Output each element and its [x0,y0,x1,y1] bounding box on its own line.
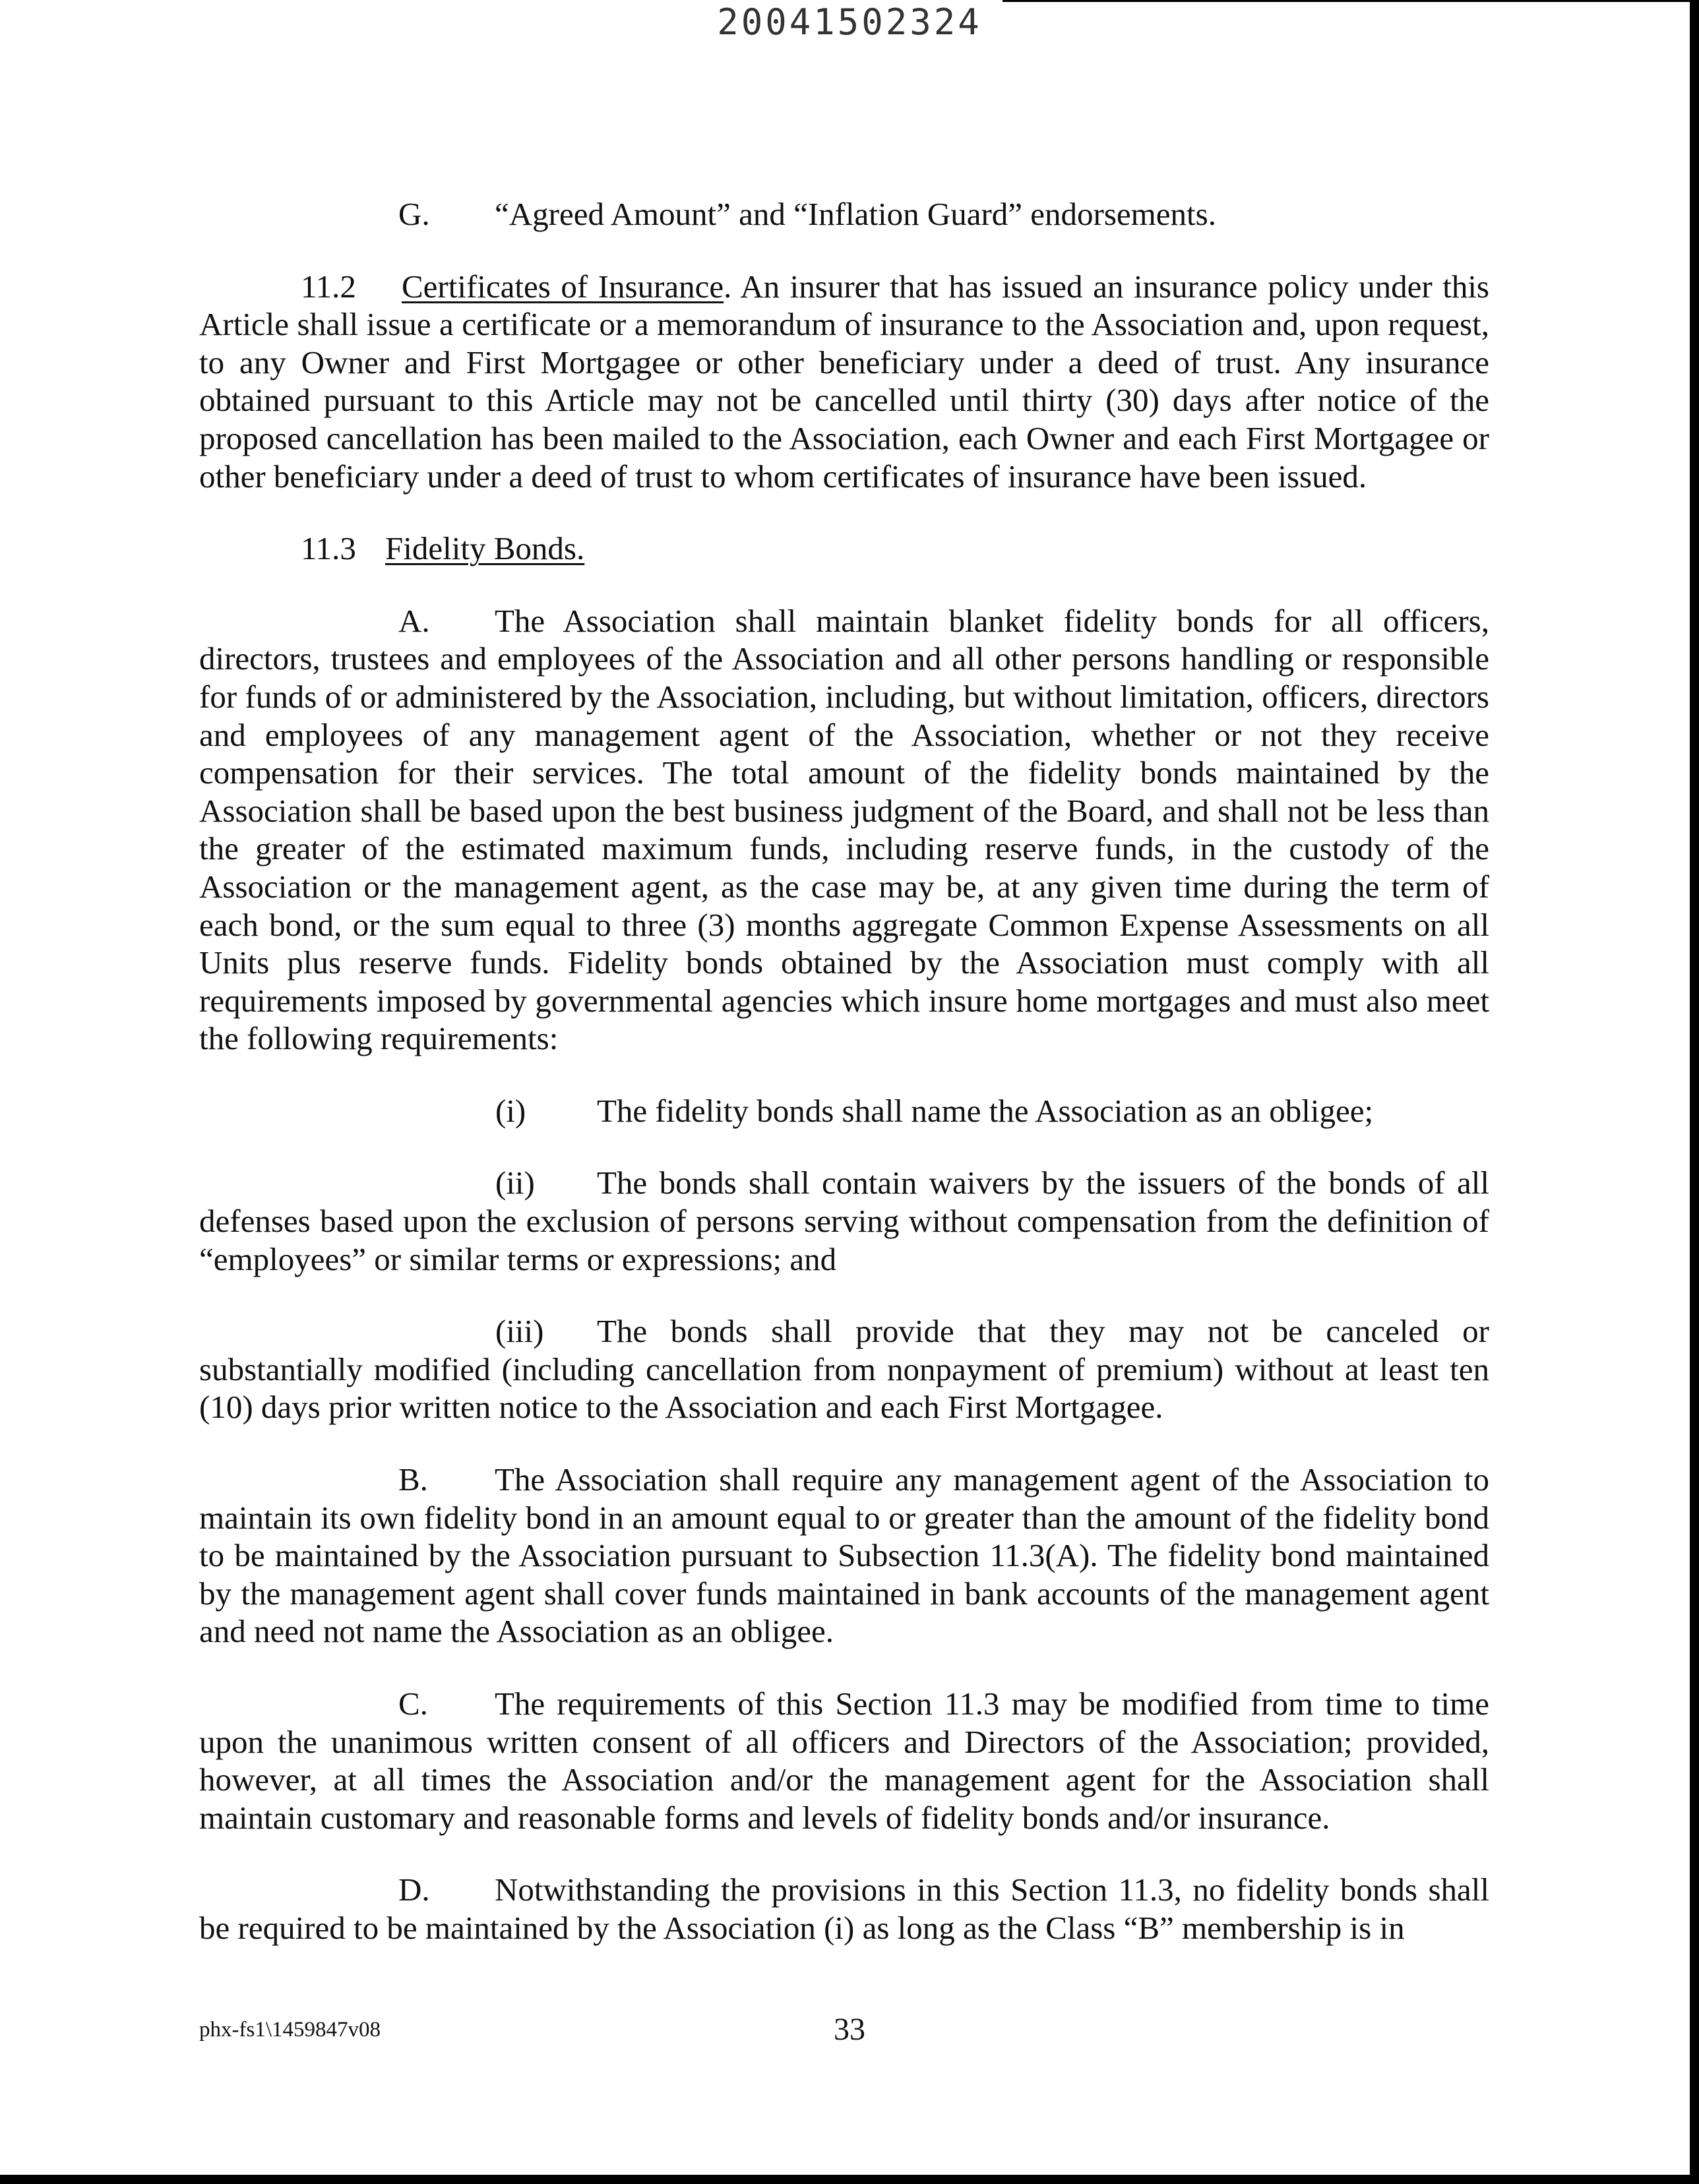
section-11-2 [199,268,1489,496]
paragraph-label: A. [398,602,430,639]
subparagraph-label: (i) [495,1092,526,1129]
paragraph-text: The Association shall require any management agent of the Association to maintain its own fidelity bond in an amount equal to or greater than the amount of the fidelity bond to be maintained by the Association pursuant to Subsection 11.3(A). The fidelity bond maintained by the management agent shall cover funds maintained in bank accounts of the management agent and need not name the Association as an obligee. [199,1461,1489,1650]
scan-artifact-right-edge [1690,0,1699,2184]
paragraph-text: The Association shall maintain blanket fidelity bonds for all officers, directors, trustees and employees of the Association and all other persons handling or responsible for funds of or administered by the Association, including, but without limitation, officers, directors and employees of any management agent of the Association, whether or not they receive compensation for their services. The total amount of the fidelity bonds maintained by the Association shall be based upon the best business judgment of the Board, and shall not be less than the greater of the estimated maximum funds, including reserve funds, in the custody of the Association or the management agent, as the case may be, at any given time during the term of each bond, or the sum equal to three (3) months aggregate Common Expense Assessments on all Units plus reserve funds. Fidelity bonds obtained by the Association must comply with all requirements imposed by governmental agencies which insure home mortgages and must also meet the following requirements: [199,602,1489,1057]
document-number: 20041502324 [717,1,982,43]
paragraph-text: “Agreed Amount” and “Inflation Guard” endorsements. [495,196,1216,232]
section-heading: Certificates of Insurance [402,268,724,305]
paragraph-b [199,1461,1489,1651]
paragraph-g [199,195,1489,233]
footer-file-id: phx-fs1\1459847v08 [199,2018,381,2042]
paragraph-d [199,1871,1489,1947]
scan-artifact-bottom-edge [0,2175,1699,2184]
paragraph-label: D. [398,1871,430,1908]
subparagraph-text: The bonds shall contain waivers by the issuers of the bonds of all defenses based upon the exclusion of persons serving without compensation from the definition of “employees” or similar terms or expressions; and [199,1165,1489,1277]
subparagraph-text: The bonds shall provide that they may not be canceled or substantially modified (including cancellation from nonpayment of premium) without at least ten (10) days prior written notice to the Association and each First Mortgagee. [199,1313,1489,1426]
paragraph-text: The requirements of this Section 11.3 may be modified from time to time upon the unanimous written consent of all officers and Directors of the Association; provided, however, at all times the Association and/or the management agent for the Association shall maintain customary and reasonable forms and levels of fidelity bonds and/or insurance. [199,1685,1489,1836]
subparagraph-label: (iii) [495,1313,544,1350]
paragraph-label: C. [398,1685,428,1722]
paragraph-a [199,602,1489,1058]
subparagraph-iii [199,1312,1489,1426]
subparagraph-i [199,1092,1489,1130]
section-text: . An insurer that has issued an insurance policy under this Article shall issue a certificate or a memorandum of insurance to the Association and, upon request, to any Owner and First Mortgagee or other beneficiary under a deed of trust. Any insurance obtained pursuant to this Article may not be cancelled until thirty (30) days after notice of the proposed cancellation has been mailed to the Association, each Owner and each First Mortgagee or other beneficiary under a deed of trust to whom certificates of insurance have been issued. [199,268,1490,495]
paragraph-label: B. [398,1461,428,1498]
paragraph-c [199,1685,1489,1836]
subparagraph-ii [199,1164,1489,1278]
paragraph-text: Notwithstanding the provisions in this Section 11.3, no fidelity bonds shall be required to be maintained by the Association (i) as long as the Class “B” membership is in [199,1871,1489,1946]
page-number: 33 [834,2012,865,2047]
section-number: 11.3 [301,530,356,567]
document-body [199,195,1489,1947]
subparagraph-text: The fidelity bonds shall name the Association as an obligee; [597,1092,1374,1129]
section-heading: Fidelity Bonds. [385,530,585,567]
section-11-3 [199,530,1489,568]
subparagraph-label: (ii) [495,1165,535,1201]
section-number: 11.2 [301,268,356,305]
paragraph-label: G. [398,196,430,232]
